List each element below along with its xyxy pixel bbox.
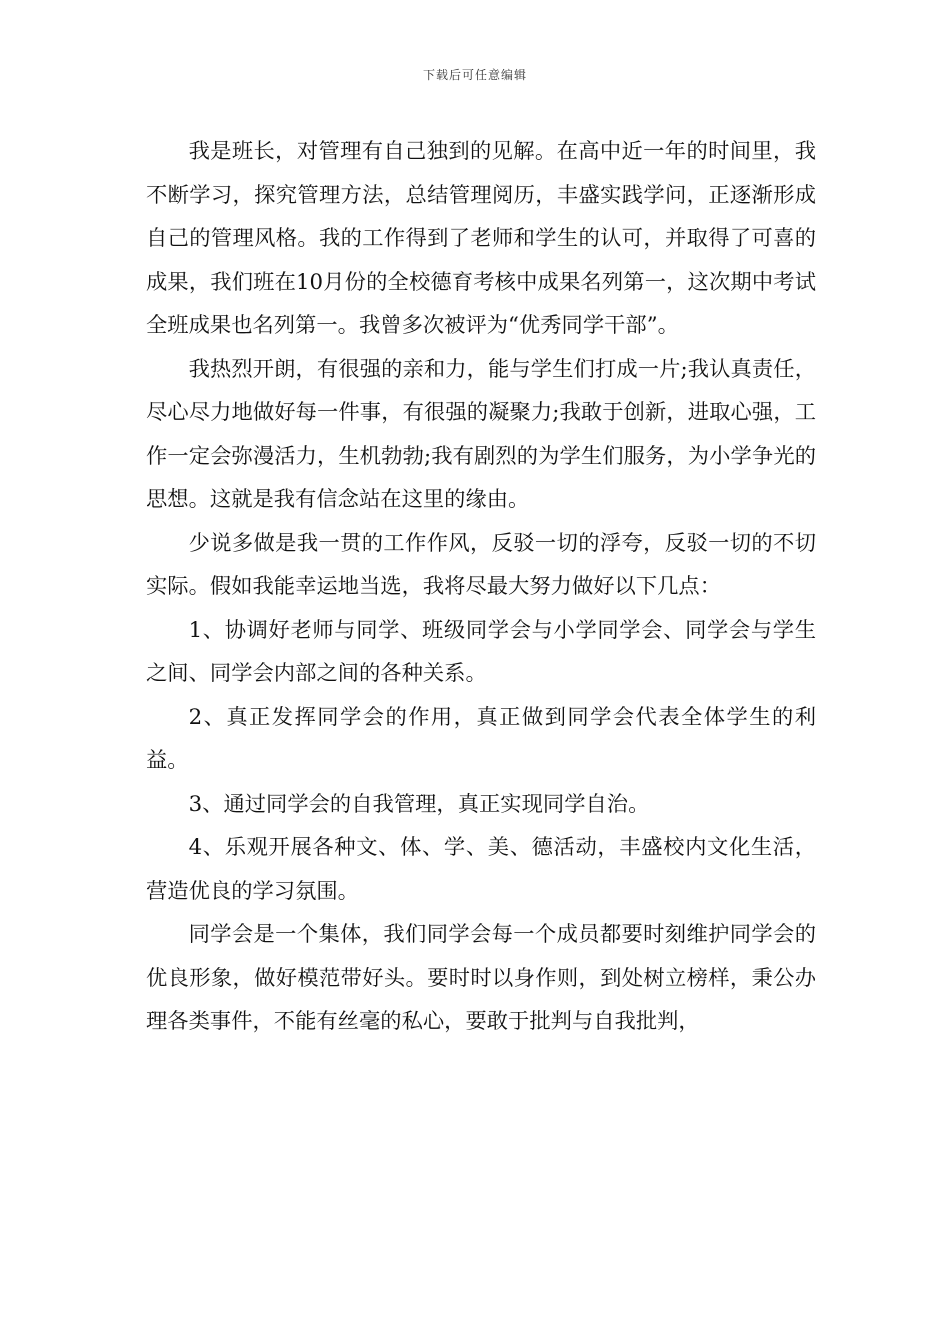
paragraph-5: 2、真正发挥同学会的作用，真正做到同学会代表全体学生的利益。 bbox=[146, 704, 816, 773]
paragraph-3: 少说多做是我一贯的工作作风，反驳一切的浮夸，反驳一切的不切实际。假如我能幸运地当选，我将尽最大努力做好以下几点： bbox=[146, 530, 816, 599]
paragraph-8: 同学会是一个集体，我们同学会每一个成员都要时刻维护同学会的优良形象，做好模范带好头。要时时以身作则，到处树立榜样，秉公办理各类事件，不能有丝毫的私心，要敢于批判与自我批判， bbox=[146, 922, 816, 1034]
paragraph-1: 我是班长，对管理有自己独到的见解。在高中近一年的时间里，我不断学习，探究管理方法，总结管理阅历，丰盛实践学问，正逐渐形成自己的管理风格。我的工作得到了老师和学生的认可，并取得了可喜的成果，我们班在10月份的全校德育考核中成果名列第一，这次期中考试全班成果也名列第一。我曾多次被评为“优秀同学干部”。 bbox=[146, 139, 816, 338]
paragraph-4: 1、协调好老师与同学、班级同学会与小学同学会、同学会与学生之间、同学会内部之间的各种关系。 bbox=[146, 617, 816, 686]
paragraph-7: 4、乐观开展各种文、体、学、美、德活动，丰盛校内文化生活，营造优良的学习氛围。 bbox=[146, 835, 816, 904]
page-header: 下载后可任意编辑 bbox=[422, 68, 527, 82]
paragraph-6: 3、通过同学会的自我管理，真正实现同学自治。 bbox=[188, 791, 650, 817]
document-body bbox=[146, 130, 816, 1044]
paragraph-2: 我热烈开朗，有很强的亲和力，能与学生们打成一片;我认真责任，尽心尽力地做好每一件事，有很强的凝聚力;我敢于创新，进取心强，工作一定会弥漫活力，生机勃勃;我有剧烈的为学生们服务，为小学争光的思想。这就是我有信念站在这里的缘由。 bbox=[146, 356, 816, 512]
